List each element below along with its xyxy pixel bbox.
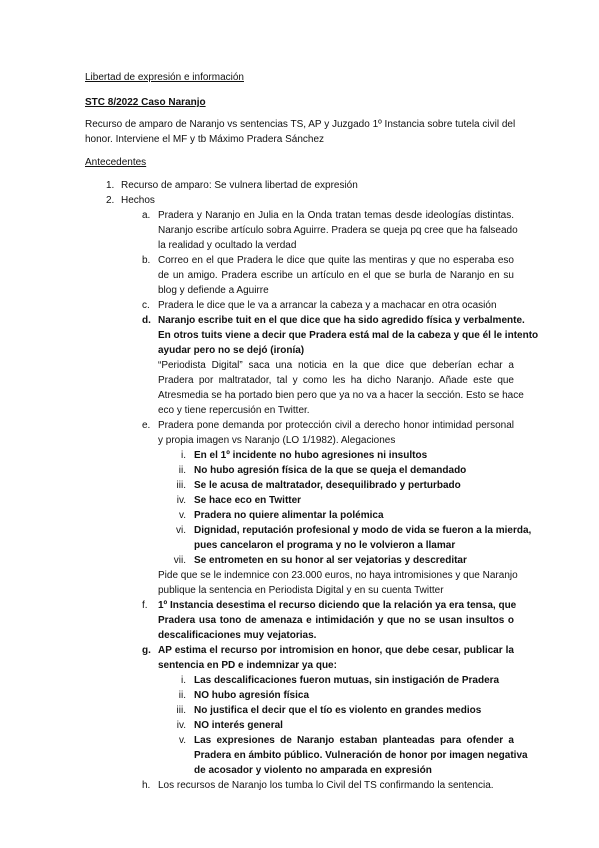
list-item-text: Hechos bbox=[121, 195, 155, 206]
intro-line: Recurso de amparo de Naranjo vs sentencias TS, AP y Juzgado 1º Instancia sobre tutela civil del bbox=[85, 119, 516, 130]
roman-marker: v. bbox=[178, 735, 186, 746]
roman-marker: vi. bbox=[176, 525, 186, 536]
roman-marker: v. bbox=[178, 510, 186, 521]
list-marker: a. bbox=[142, 210, 151, 221]
list-marker: e. bbox=[142, 420, 151, 431]
roman-marker: iv. bbox=[176, 720, 186, 731]
item-line: Los recursos de Naranjo los tumba lo Civil del TS confirmando la sentencia. bbox=[158, 780, 494, 791]
sub-item-line: Dignidad, reputación profesional y modo de vida se fueron a la mierda, bbox=[194, 525, 532, 536]
item-line-bold: En otros tuits viene a decir que Pradera está mal de la cabeza y que él le intento bbox=[158, 330, 539, 341]
item-line-bold: 1º Instancia desestima el recurso diciendo que la relación ya era tensa, que bbox=[158, 600, 517, 611]
item-line: y propia imagen vs Naranjo (LO 1/1982). Alegaciones bbox=[158, 435, 396, 446]
sub-item-line: Pradera no quiere alimentar la polémica bbox=[194, 510, 384, 521]
item-line: publique la sentencia en Periodista Digital y en su cuenta Twitter bbox=[158, 585, 444, 596]
item-line-bold: ayudar pero no se dejó (ironía) bbox=[158, 345, 305, 356]
list-item-text: Recurso de amparo: Se vulnera libertad de expresión bbox=[121, 180, 358, 191]
sub-item-line: NO hubo agresión física bbox=[194, 690, 310, 701]
sub-item-line: Las expresiones de Naranjo estaban planteadas para ofender a bbox=[194, 735, 514, 746]
sub-item-line: de acosador y violento no amparada en expresión bbox=[194, 765, 432, 776]
list-marker: d. bbox=[142, 315, 151, 326]
intro-line: honor. Interviene el MF y tb Máximo Pradera Sánchez bbox=[85, 134, 325, 145]
case-title: STC 8/2022 Caso Naranjo bbox=[85, 97, 206, 108]
roman-marker: iii. bbox=[176, 480, 186, 491]
roman-marker: iii. bbox=[176, 705, 186, 716]
sub-item-line: NO interés general bbox=[194, 720, 283, 731]
list-marker: h. bbox=[142, 780, 151, 791]
sub-item-line: No justifica el decir que el tío es violento en grandes medios bbox=[194, 705, 482, 716]
sub-item-line: Se hace eco en Twitter bbox=[194, 495, 302, 506]
item-line: la realidad y ocultado la verdad bbox=[158, 240, 297, 251]
list-marker: 1. bbox=[106, 180, 115, 191]
item-line-bold: Naranjo escribe tuit en el que dice que ha sido agredido física y verbalmente. bbox=[158, 315, 525, 326]
item-line: Naranjo escribe artículo sobra Aguirre. Pradera se queja pq cree que ha falseado bbox=[158, 225, 518, 236]
item-line: Atresmedia se ha portado bien pero que ya no va a hacer la sección. Esto se hace bbox=[158, 390, 524, 401]
item-line: Pradera le dice que le va a arrancar la cabeza y a machacar en otra ocasión bbox=[158, 300, 497, 311]
document-title: Libertad de expresión e información bbox=[85, 72, 244, 83]
sub-item-line: Pradera en ámbito público. Vulneración de honor por imagen negativa bbox=[194, 750, 528, 761]
roman-marker: i. bbox=[181, 675, 186, 686]
list-marker: c. bbox=[142, 300, 150, 311]
sub-item-line: pues cancelaron el programa y no le volvieron a llamar bbox=[194, 540, 456, 551]
sub-item-line: En el 1º incidente no hubo agresiones ni insultos bbox=[194, 450, 428, 461]
item-line-bold: AP estima el recurso por intromision en honor, que debe cesar, publicar la bbox=[158, 645, 514, 656]
list-marker: g. bbox=[142, 645, 151, 656]
item-line: “Periodista Digital” saca una noticia en la que dice que deberían echar a bbox=[158, 360, 514, 371]
antecedentes-heading: Antecedentes bbox=[85, 157, 147, 168]
item-line: Pradera pone demanda por protección civil a derecho honor intimidad personal bbox=[158, 420, 514, 431]
list-marker: 2. bbox=[106, 195, 115, 206]
item-line: Pradera por maltratador, tal y como les ha dicho Naranjo. Añade este que bbox=[158, 375, 514, 386]
roman-marker: iv. bbox=[176, 495, 186, 506]
item-line: Correo en el que Pradera le dice que quite las mentiras y que no esperaba eso bbox=[158, 255, 514, 266]
roman-marker: ii. bbox=[178, 465, 186, 476]
item-line: Pide que se le indemnice con 23.000 euros, no haya intromisiones y que Naranjo bbox=[158, 570, 518, 581]
item-line: blog y defiende a Aguirre bbox=[158, 285, 269, 296]
item-line: de un amigo. Pradera escribe un artículo en el que se burla de Naranjo en su bbox=[158, 270, 514, 281]
roman-marker: vii. bbox=[173, 555, 186, 566]
sub-item-line: No hubo agresión física de la que se queja el demandado bbox=[194, 465, 467, 476]
sub-item-line: Se le acusa de maltratador, desequilibrado y perturbado bbox=[194, 480, 461, 491]
sub-item-line: Las descalificaciones fueron mutuas, sin instigación de Pradera bbox=[194, 675, 500, 686]
roman-marker: ii. bbox=[178, 690, 186, 701]
sub-item-line: Se entrometen en su honor al ser vejatorias y descreditar bbox=[194, 555, 467, 566]
list-marker: f. bbox=[142, 600, 148, 611]
item-line-bold: sentencia en PD e indemnizar ya que: bbox=[158, 660, 337, 671]
item-line: Pradera y Naranjo en Julia en la Onda tratan temas desde ideologías distintas. bbox=[158, 210, 514, 221]
roman-marker: i. bbox=[181, 450, 186, 461]
item-line-bold: descalificaciones muy vejatorias. bbox=[158, 630, 317, 641]
item-line-bold: Pradera usa tono de amenaza e intimidación y que no se usan insultos o bbox=[158, 615, 514, 626]
list-marker: b. bbox=[142, 255, 151, 266]
item-line: eco y tiene repercusión en Twitter. bbox=[158, 405, 310, 416]
